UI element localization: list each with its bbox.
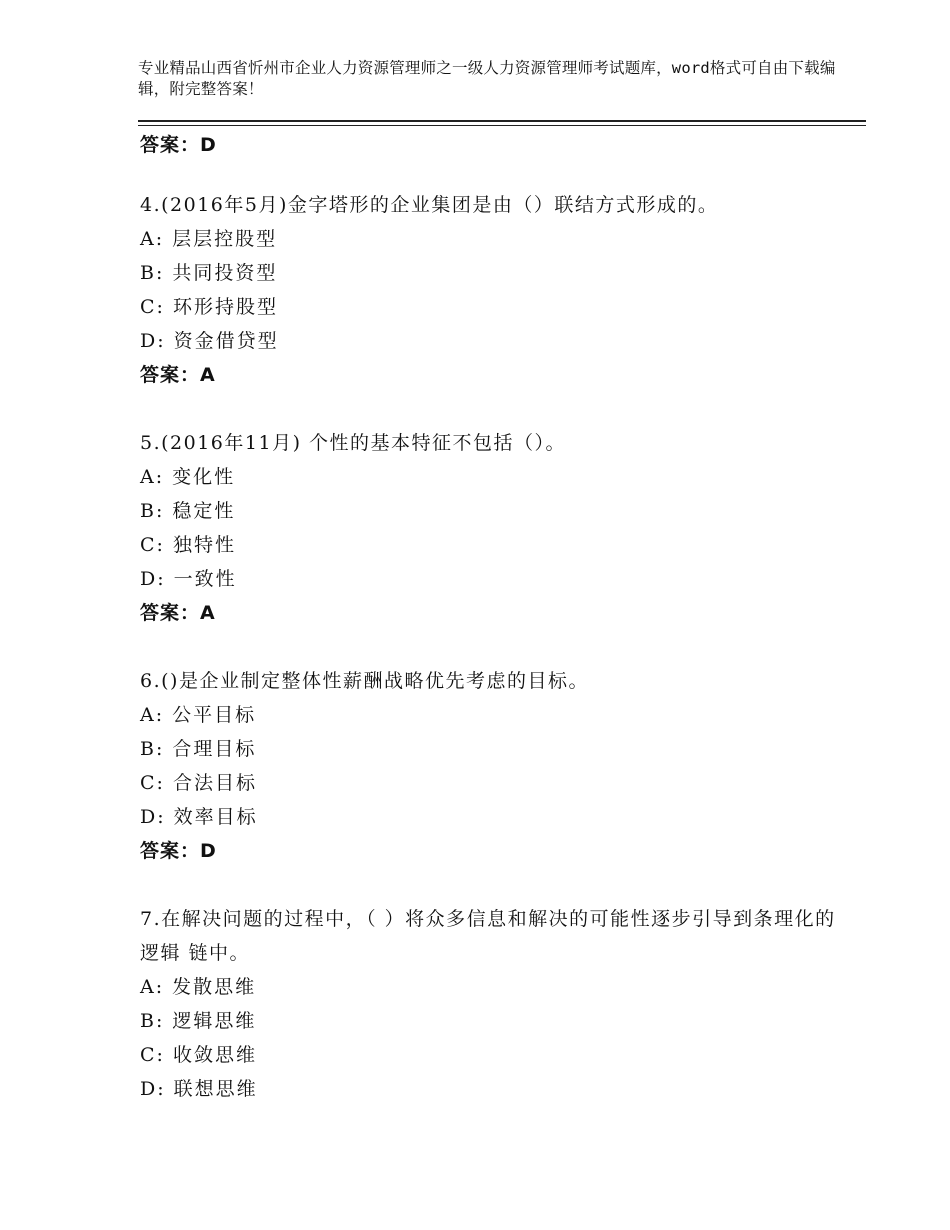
question-text: 5.(2016年11月) 个性的基本特征不包括（）。 xyxy=(140,432,567,454)
option-a: A: 变化性 xyxy=(140,466,236,488)
answer-label: 答案：D xyxy=(140,134,217,156)
option-d: D: 效率目标 xyxy=(140,806,258,828)
answer-label: 答案：D xyxy=(140,840,217,862)
option-d: D: 联想思维 xyxy=(140,1078,258,1100)
question-item xyxy=(140,426,840,630)
header-title: 专业精品山西省忻州市企业人力资源管理师之一级人力资源管理师考试题库，word格式可自由下载编辑，附完整答案！ xyxy=(138,59,836,98)
option-a: A: 公平目标 xyxy=(140,704,257,726)
option-d: D: 资金借贷型 xyxy=(140,330,279,352)
question-list xyxy=(140,128,840,1140)
answer-label: 答案：A xyxy=(140,364,216,386)
option-b: B: 稳定性 xyxy=(140,500,236,522)
option-c: C: 收敛思维 xyxy=(140,1044,257,1066)
option-a: A: 发散思维 xyxy=(140,976,257,998)
document-header xyxy=(138,58,838,100)
option-c: C: 合法目标 xyxy=(140,772,257,794)
option-a: A: 层层控股型 xyxy=(140,228,278,250)
option-d: D: 一致性 xyxy=(140,568,237,590)
question-text: 6.()是企业制定整体性薪酬战略优先考虑的目标。 xyxy=(140,670,589,692)
header-rule-thick xyxy=(138,120,866,122)
answer-label: 答案：A xyxy=(140,602,216,624)
question-text: 4.(2016年5月)金字塔形的企业集团是由（）联结方式形成的。 xyxy=(140,194,719,216)
question-text: 7.在解决问题的过程中，（ ）将众多信息和解决的可能性逐步引导到条理化的逻辑 链中。 xyxy=(140,908,836,964)
question-item xyxy=(140,902,840,1106)
option-c: C: 独特性 xyxy=(140,534,236,556)
question-item xyxy=(140,188,840,392)
option-b: B: 逻辑思维 xyxy=(140,1010,257,1032)
header-rule-thin xyxy=(138,125,866,126)
option-b: B: 合理目标 xyxy=(140,738,257,760)
question-item xyxy=(140,664,840,868)
option-b: B: 共同投资型 xyxy=(140,262,278,284)
option-c: C: 环形持股型 xyxy=(140,296,278,318)
